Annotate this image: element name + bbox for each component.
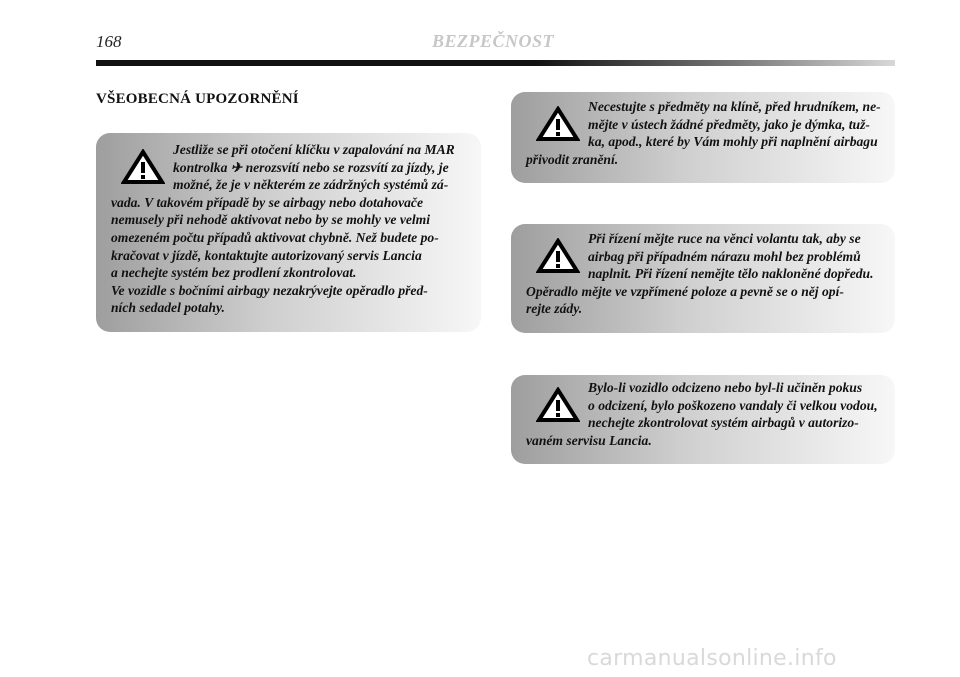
- warning-text: Při řízení mějte ruce na věnci volantu tak, aby se airbag při případném nárazu mohl bez problémů naplnit. Při řízení nemějte tělo nakloněné dopředu. Opěradlo mějte ve vzpřímené poloze a pevně se o něj opí- rejte zády.: [526, 231, 874, 317]
- warning-text: Jestliže se při otočení klíčku v zapalování na MAR kontrolka ✈ nerozsvítí nebo se rozsvítí za jízdy, je možné, že je v některém ze zádržných systémů zá- vada. V takovém případě by se airbagy nebo dotahovače nemusely při nehodě aktivovat nebo by se mohly ve velmi omezeném počtu případů aktivovat chybně. Než budete po- kračovat v jízdě, kontaktujte autorizovaný servis Lancia a nechejte systém bez prodlení zkontrolovat. Ve vozidle s bočními airbagy nezakrývejte opěradlo před- ních sedadel potahy.: [111, 142, 455, 316]
- page-heading: VŠEOBECNÁ UPOZORNĚNÍ: [96, 91, 299, 107]
- watermark: carmanualsonline.info: [587, 646, 837, 671]
- warning-triangle-icon: [536, 387, 580, 423]
- warning-text: Necestujte s předměty na klíně, před hrudníkem, ne- mějte v ústech žádné předměty, jako je dýmka, tuž- ka, apod., které by Vám mohly při naplnění airbagu přivodit zranění.: [526, 99, 881, 167]
- warning-box-objects: [511, 92, 895, 183]
- warning-box-hands-on-wheel: [511, 224, 895, 333]
- page-number: 168: [96, 32, 122, 51]
- warning-text: Bylo-li vozidlo odcizeno nebo byl-li učiněn pokus o odcizení, bylo poškozeno vandaly či velkou vodou, nechejte zkontrolovat systém airbagů v autorizo- vaném servisu Lancia.: [526, 380, 878, 448]
- warning-box-airbag-light: [96, 133, 481, 332]
- warning-triangle-icon: [536, 238, 580, 274]
- header-divider: [96, 60, 895, 66]
- warning-triangle-icon: [121, 149, 165, 185]
- section-title: BEZPEČNOST: [432, 31, 555, 51]
- warning-triangle-icon: [536, 106, 580, 142]
- warning-box-theft: [511, 375, 895, 464]
